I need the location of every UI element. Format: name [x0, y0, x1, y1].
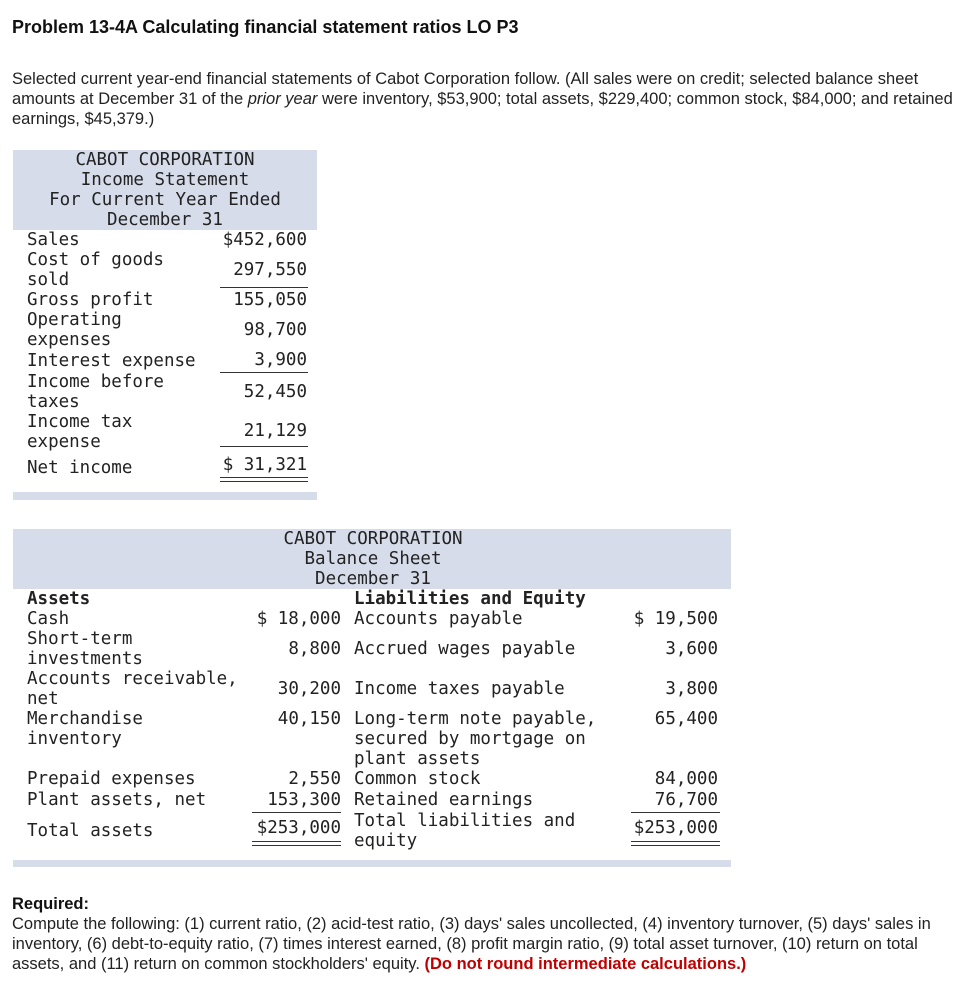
bs-liability-value: $253,000 [633, 818, 718, 838]
is-label: Income before taxes [27, 372, 164, 412]
bs-liability-value: 84,000 [654, 769, 718, 789]
bs-asset-value: 30,200 [277, 679, 341, 699]
bs-liability-value: 76,700 [654, 790, 718, 810]
bs-liability-label-long [354, 709, 616, 769]
bs-liabilities-heading: Liabilities and Equity [354, 589, 586, 609]
bs-asset-value: 2,550 [288, 769, 341, 789]
bs-date: December 31 [315, 569, 431, 589]
is-label: Net income [27, 458, 133, 478]
is-value: $ 31,321 [222, 455, 307, 475]
bs-asset-value: $ 18,000 [256, 609, 341, 629]
bs-asset-value: $253,000 [256, 818, 341, 838]
bs-liability-label: Long-term note payable, secured by mortgage on plant assets [354, 709, 597, 769]
bs-statement-name: Balance Sheet [304, 549, 442, 569]
is-value: 21,129 [243, 421, 307, 441]
is-period-line1: For Current Year Ended [49, 190, 281, 210]
is-label: Cost of goods sold [27, 250, 164, 290]
bs-liability-label: Income taxes payable [354, 679, 565, 699]
bs-footer-bar [13, 860, 731, 867]
bs-asset-label: Short-term investments [27, 629, 143, 669]
is-statement-name: Income Statement [80, 170, 250, 190]
required-body: Compute the following: (1) current ratio, (2) acid-test ratio, (3) days' sales uncollected, (4) inventory turnover, (5) days' sales in inventory, (6) debt-to-equity ratio, (7) times interest earned, (8) profit margin ratio, (9) total asset turnover, (10) return on total assets, and (11) return on common stockholders' equity. [12, 915, 931, 973]
balance-sheet-header [13, 529, 731, 589]
bs-assets-heading: Assets [27, 589, 91, 609]
required-heading: Required: [12, 895, 90, 913]
is-label: Interest expense [27, 351, 196, 371]
problem-intro [12, 69, 957, 129]
bs-asset-label: Total assets [27, 821, 154, 841]
income-statement [13, 150, 317, 230]
is-value: $452,600 [222, 230, 307, 250]
bs-asset-value: 8,800 [288, 639, 341, 659]
bs-asset-label: Merchandise inventory [27, 709, 143, 749]
is-value: 52,450 [243, 382, 307, 402]
bs-liability-label: Retained earnings [354, 790, 534, 810]
intro-italic: prior year [247, 90, 318, 108]
required-note: (Do not round intermediate calculations.) [424, 955, 747, 973]
bs-liability-value: 3,600 [665, 639, 718, 659]
is-value: 155,050 [233, 290, 307, 310]
bs-liability-label: Common stock [354, 769, 481, 789]
bs-company-name: CABOT CORPORATION [283, 529, 463, 549]
is-value: 297,550 [233, 260, 307, 280]
is-value: 3,900 [254, 350, 307, 370]
intro-part2: were inventory, $53,900; total assets, $229,400; common stock, $84,000; and retained earnings, $45,379.) [12, 90, 953, 128]
bs-liability-label: Total liabilities and equity [354, 811, 576, 851]
problem-title: Problem 13-4A Calculating financial statement ratios LO P3 [12, 17, 519, 37]
bs-asset-label: Accounts receivable, net [27, 669, 238, 709]
is-label: Gross profit [27, 290, 154, 310]
bs-asset-value: 40,150 [277, 709, 341, 729]
bs-liability-label: Accounts payable [354, 609, 523, 629]
is-label: Operating expenses [27, 310, 122, 350]
bs-liability-label: Accrued wages payable [354, 639, 576, 659]
is-company-name: CABOT CORPORATION [75, 150, 255, 170]
bs-liability-value: 65,400 [654, 709, 718, 729]
bs-asset-label: Prepaid expenses [27, 769, 196, 789]
bs-asset-label: Cash [27, 609, 70, 629]
is-label: Sales [27, 230, 80, 250]
income-statement-header [13, 150, 317, 230]
is-value: 98,700 [243, 320, 307, 340]
required-text [12, 914, 962, 974]
bs-liability-value: 3,800 [665, 679, 718, 699]
bs-asset-value: 153,300 [267, 790, 341, 810]
is-footer-bar [13, 492, 317, 500]
is-label: Income tax expense [27, 412, 133, 452]
is-period-line2: December 31 [107, 210, 223, 230]
bs-liability-value: $ 19,500 [633, 609, 718, 629]
bs-asset-label: Plant assets, net [27, 790, 207, 810]
intro-part1: Selected current year-end financial statements of Cabot Corporation follow. (All sales were on credit; selected balance sheet amounts at December 31 of the [12, 70, 919, 108]
